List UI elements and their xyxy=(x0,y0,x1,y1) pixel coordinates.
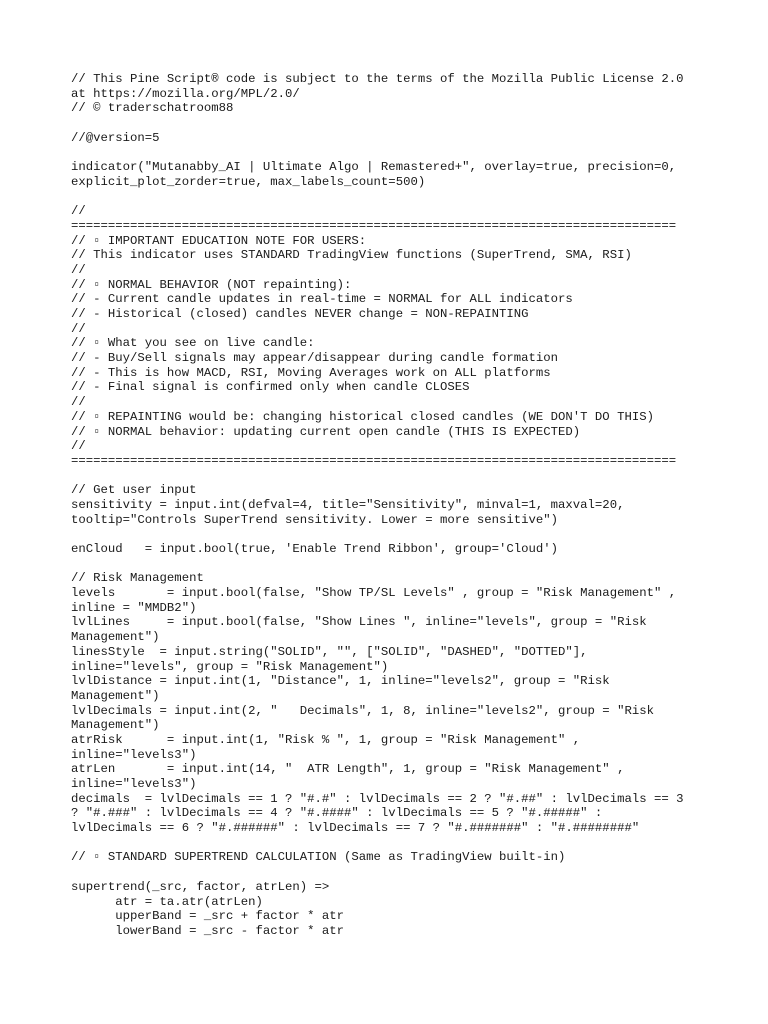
code-line: // - Buy/Sell signals may appear/disappear during candle formation xyxy=(71,351,559,366)
code-line: // - This is how MACD, RSI, Moving Averages work on ALL platforms xyxy=(71,365,551,380)
code-line xyxy=(71,190,711,205)
code-line xyxy=(71,527,711,542)
code-document xyxy=(71,72,711,939)
code-line: ? "#.###" : lvlDecimals == 4 ? "#.####" : lvlDecimals == 5 ? "#.#####" : xyxy=(71,806,603,821)
code-line: lvlDistance = input.int(1, "Distance", 1, inline="levels2", group = "Risk xyxy=(71,674,610,689)
code-line: // xyxy=(71,262,86,277)
code-line: levels = input.bool(false, "Show TP/SL Levels" , group = "Risk Management" , xyxy=(71,586,677,601)
code-line: // - Historical (closed) candles NEVER change = NON-REPAINTING xyxy=(71,307,529,321)
code-line: // ▫ IMPORTANT EDUCATION NOTE FOR USERS: xyxy=(71,233,367,248)
code-line: // ▫ What you see on live candle: xyxy=(71,336,315,351)
code-line: indicator("Mutanabby_AI | Ultimate Algo | Remastered+", overlay=true, precision=0, xyxy=(71,160,677,175)
code-line: // © traderschatroom88 xyxy=(71,101,234,116)
code-line: inline="levels3") xyxy=(71,777,197,791)
code-line: lvlDecimals == 6 ? "#.######" : lvlDecimals == 7 ? "#.#######" : "#.########" xyxy=(71,821,640,836)
code-line: tooltip="Controls SuperTrend sensitivity. Lower = more sensitive") xyxy=(71,512,559,527)
code-line: lvlLines = input.bool(false, "Show Lines ", inline="levels", group = "Risk xyxy=(71,615,647,630)
code-line xyxy=(71,836,711,851)
code-line: sensitivity = input.int(defval=4, title="Sensitivity", minval=1, maxval=20, xyxy=(71,497,625,512)
code-line: // xyxy=(71,321,86,336)
code-line: // - Current candle updates in real-time = NORMAL for ALL indicators xyxy=(71,292,573,307)
code-line: // xyxy=(71,395,86,410)
code-line: // xyxy=(71,204,86,219)
code-line: Management") xyxy=(71,688,160,703)
code-line: inline = "MMDB2") xyxy=(71,600,197,615)
code-line xyxy=(71,145,711,160)
code-line: // This indicator uses STANDARD TradingView functions (SuperTrend, SMA, RSI) xyxy=(71,248,632,263)
code-line: inline="levels3") xyxy=(71,747,197,762)
code-line: atr = ta.atr(atrLen) xyxy=(71,894,263,909)
code-line: supertrend(_src, factor, atrLen) => xyxy=(71,879,330,894)
code-line: // Get user input xyxy=(71,483,197,498)
code-line: decimals = lvlDecimals == 1 ? "#.#" : lvlDecimals == 2 ? "#.##" : lvlDecimals == 3 xyxy=(71,791,684,806)
code-line xyxy=(71,557,711,572)
code-line: Management") xyxy=(71,718,160,733)
code-line: // ▫ NORMAL BEHAVIOR (NOT repainting): xyxy=(71,277,352,292)
code-line: enCloud = input.bool(true, 'Enable Trend Ribbon', group='Cloud') xyxy=(71,542,559,556)
code-line xyxy=(71,865,711,880)
code-line: Management") xyxy=(71,630,160,645)
code-line: inline="levels", group = "Risk Management") xyxy=(71,659,389,674)
code-line: ================================================================================== xyxy=(71,453,677,468)
code-line: // ▫ STANDARD SUPERTREND CALCULATION (Same as TradingView built-in) xyxy=(71,850,566,865)
code-line: // Risk Management xyxy=(71,571,204,586)
code-line: atrRisk = input.int(1, "Risk % ", 1, group = "Risk Management" , xyxy=(71,732,581,747)
code-line: lowerBand = _src - factor * atr xyxy=(71,923,345,938)
code-line: // xyxy=(71,439,86,454)
code-line: // ▫ REPAINTING would be: changing historical closed candles (WE DON'T DO THIS) xyxy=(71,409,654,424)
code-line xyxy=(71,469,711,484)
code-line: upperBand = _src + factor * atr xyxy=(71,909,345,924)
code-line: atrLen = input.int(14, " ATR Length", 1, group = "Risk Management" , xyxy=(71,762,625,777)
code-line: lvlDecimals = input.int(2, " Decimals", 1, 8, inline="levels2", group = "Risk xyxy=(71,703,654,718)
code-line: // This Pine Script® code is subject to the terms of the Mozilla Public License 2.0 xyxy=(71,72,684,86)
code-line xyxy=(71,116,711,131)
code-line: linesStyle = input.string("SOLID", "", ["SOLID", "DASHED", "DOTTED"], xyxy=(71,644,588,659)
code-line: // ▫ NORMAL behavior: updating current open candle (THIS IS EXPECTED) xyxy=(71,424,581,439)
code-line: // - Final signal is confirmed only when candle CLOSES xyxy=(71,380,470,395)
code-line: at https://mozilla.org/MPL/2.0/ xyxy=(71,86,300,101)
code-line: //@version=5 xyxy=(71,130,160,145)
code-line: ================================================================================== xyxy=(71,218,677,233)
code-line: explicit_plot_zorder=true, max_labels_count=500) xyxy=(71,174,426,189)
